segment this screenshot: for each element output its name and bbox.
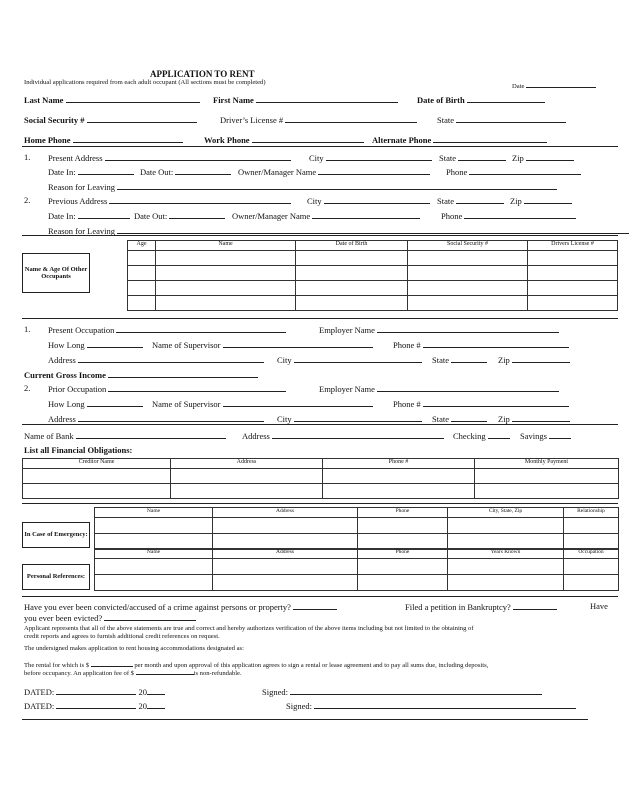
item-number: 1. — [24, 324, 31, 334]
col-address: Address — [213, 508, 358, 518]
dl-state-label: State — [437, 115, 454, 125]
convicted-label: Have you ever been convicted/accused of a crime against persons or property? — [24, 602, 291, 612]
state-label: State — [437, 196, 454, 206]
employer-state-field[interactable] — [432, 355, 487, 365]
employer-zip-label: Zip — [498, 355, 510, 365]
date-out-label: Date Out: — [140, 167, 174, 177]
savings-field[interactable] — [520, 431, 571, 441]
have-label: Have — [590, 601, 608, 611]
employer-address-field[interactable] — [48, 355, 264, 365]
legal-paragraph-1: Applicant represents that all of the above statements are true and correct and hereby authorizes verification of the above items including but not limited to the obtaining of — [24, 625, 474, 632]
dated-label: DATED: — [24, 701, 55, 711]
present-occupation-label: Present Occupation — [48, 325, 115, 335]
application-fee-field[interactable] — [24, 667, 242, 678]
dob-label: Date of Birth — [417, 95, 465, 105]
employer-zip-field[interactable] — [498, 355, 570, 365]
col-ssn: Social Security # — [408, 241, 528, 251]
ssn-label: Social Security # — [24, 115, 85, 125]
bank-address-label: Address — [242, 431, 270, 441]
zip-field[interactable] — [512, 153, 574, 163]
last-name-label: Last Name — [24, 95, 64, 105]
date-out-label: Date Out: — [134, 211, 168, 221]
employer-address-field[interactable] — [48, 414, 264, 424]
col-relationship: Relationship — [564, 508, 619, 518]
evicted-label: you ever been evicted? — [24, 613, 103, 623]
occupants-table — [127, 240, 618, 311]
supervisor-label: Name of Supervisor — [152, 399, 221, 409]
how-long-label: How Long — [48, 399, 85, 409]
obligations-title: List all Financial Obligations: — [24, 445, 133, 455]
date-in-field[interactable] — [48, 167, 134, 177]
home-phone-label: Home Phone — [24, 135, 71, 145]
rental-terms: per month and upon approval of this application agrees to sign a rental or lease agreement and to pay all sums due, including deposits, — [134, 662, 489, 669]
dob-field[interactable] — [417, 95, 545, 105]
employer-address-label: Address — [48, 414, 76, 424]
supervisor-field[interactable] — [152, 340, 373, 350]
present-occupation-field[interactable] — [48, 325, 286, 335]
fee-label: before occupancy. An application fee of $ — [24, 670, 134, 677]
col-city-state-zip: City, State, Zip — [448, 508, 564, 518]
employer-label: Employer Name — [319, 384, 375, 394]
zip-field[interactable] — [510, 196, 572, 206]
present-address-label: Present Address — [48, 153, 103, 163]
zip-label: Zip — [510, 196, 522, 206]
table-row[interactable] — [128, 266, 618, 281]
occupants-box-label: Name & Age Of Other Occupants — [22, 253, 90, 293]
state-label: State — [439, 153, 456, 163]
rental-label: The rental for which is $ — [24, 662, 90, 669]
employer-address-label: Address — [48, 355, 76, 365]
table-header-row — [128, 241, 618, 251]
bank-name-label: Name of Bank — [24, 431, 74, 441]
supervisor-label: Name of Supervisor — [152, 340, 221, 350]
table-header-row — [23, 459, 619, 469]
divider — [22, 424, 618, 425]
employer-city-field[interactable] — [277, 355, 422, 365]
col-phone: Phone # — [323, 459, 475, 469]
convicted-field[interactable] — [24, 602, 337, 612]
references-table — [94, 548, 619, 591]
table-row[interactable] — [95, 518, 619, 534]
bankruptcy-field[interactable] — [405, 602, 557, 612]
state-field[interactable] — [437, 196, 504, 206]
employer-phone-label: Phone # — [393, 340, 421, 350]
how-long-label: How Long — [48, 340, 85, 350]
dated-field[interactable] — [24, 701, 165, 711]
signed-label: Signed: — [286, 701, 312, 711]
evicted-field[interactable] — [24, 613, 196, 623]
dated-field[interactable] — [24, 687, 165, 697]
col-address: Address — [213, 549, 358, 559]
employer-state-label: State — [432, 414, 449, 424]
date-label: Date — [512, 83, 525, 90]
home-phone-field[interactable] — [24, 135, 183, 145]
bank-address-field[interactable] — [242, 431, 444, 441]
signed-field[interactable] — [262, 687, 542, 697]
reason-label: Reason for Leaving — [48, 226, 116, 236]
savings-label: Savings — [520, 431, 547, 441]
divider — [22, 503, 618, 504]
state-field[interactable] — [439, 153, 506, 163]
owner-phone-field[interactable] — [446, 167, 581, 177]
table-row[interactable] — [23, 484, 619, 499]
owner-field[interactable] — [232, 211, 420, 221]
table-row[interactable] — [128, 281, 618, 296]
dl-label: Driver’s License # — [220, 115, 284, 125]
col-occupation: Occupation — [564, 549, 619, 559]
owner-field[interactable] — [238, 167, 430, 177]
employer-phone-field[interactable] — [393, 399, 569, 409]
bankruptcy-label: Filed a petition in Bankruptcy? — [405, 602, 511, 612]
form-subtitle: Individual applications required from each adult occupant (All sections must be completed) — [24, 79, 266, 86]
previous-address-field[interactable] — [48, 196, 291, 206]
employer-field[interactable] — [319, 325, 559, 335]
col-dob: Date of Birth — [296, 241, 408, 251]
date-field[interactable] — [512, 80, 596, 91]
owner-label: Owner/Manager Name — [232, 211, 311, 221]
city-field[interactable] — [307, 196, 430, 206]
table-row[interactable] — [128, 296, 618, 311]
work-phone-label: Work Phone — [204, 135, 250, 145]
divider — [22, 146, 618, 147]
alt-phone-label: Alternate Phone — [372, 135, 432, 145]
col-age: Age — [128, 241, 156, 251]
date-in-field[interactable] — [48, 211, 130, 221]
col-dl: Drivers License # — [528, 241, 618, 251]
col-name: Name — [156, 241, 296, 251]
alt-phone-field[interactable] — [372, 135, 547, 145]
divider — [22, 318, 618, 319]
previous-address-label: Previous Address — [48, 196, 108, 206]
how-long-field[interactable] — [48, 340, 143, 350]
bank-name-field[interactable] — [24, 431, 226, 441]
city-field[interactable] — [309, 153, 432, 163]
employer-city-field[interactable] — [277, 414, 422, 424]
date-in-label: Date In: — [48, 167, 76, 177]
present-address-field[interactable] — [48, 153, 291, 163]
legal-paragraph-1b: credit reports and agrees to furnish additional credit references on request. — [24, 633, 220, 640]
table-row[interactable] — [95, 575, 619, 591]
table-header-row — [95, 508, 619, 518]
table-row[interactable] — [128, 251, 618, 266]
checking-field[interactable] — [453, 431, 510, 441]
col-years-known: Years Known — [448, 549, 564, 559]
item-number: 2. — [24, 383, 31, 393]
references-box-label: Personal References: — [22, 564, 90, 590]
year-label: 20 — [138, 701, 147, 711]
supervisor-field[interactable] — [152, 399, 373, 409]
item-number: 1. — [24, 152, 31, 162]
dl-state-field[interactable] — [437, 115, 566, 125]
divider — [22, 235, 618, 236]
item-number: 2. — [24, 195, 31, 205]
obligations-table — [22, 458, 619, 499]
col-address: Address — [171, 459, 323, 469]
signed-field[interactable] — [286, 701, 576, 711]
employer-zip-label: Zip — [498, 414, 510, 424]
reason-field[interactable] — [48, 182, 557, 192]
col-name: Name — [95, 549, 213, 559]
dl-field[interactable] — [220, 115, 417, 125]
employer-city-label: City — [277, 414, 292, 424]
col-payment: Monthly Payment — [475, 459, 619, 469]
col-creditor: Creditor Name — [23, 459, 171, 469]
fee-terms: is non-refundable. — [193, 670, 242, 677]
employer-state-label: State — [432, 355, 449, 365]
city-label: City — [307, 196, 322, 206]
reason-label: Reason for Leaving — [48, 182, 116, 192]
employer-label: Employer Name — [319, 325, 375, 335]
prior-occupation-label: Prior Occupation — [48, 384, 107, 394]
income-label: Current Gross Income — [24, 370, 106, 380]
employer-phone-label: Phone # — [393, 399, 421, 409]
city-label: City — [309, 153, 324, 163]
col-phone: Phone — [358, 549, 448, 559]
date-in-label: Date In: — [48, 211, 76, 221]
employer-field[interactable] — [319, 384, 559, 394]
table-row[interactable] — [23, 469, 619, 484]
year-label: 20 — [138, 687, 147, 697]
income-field[interactable] — [24, 370, 258, 380]
owner-phone-label: Phone — [441, 211, 463, 221]
date-out-field[interactable] — [134, 211, 225, 221]
owner-phone-label: Phone — [446, 167, 468, 177]
checking-label: Checking — [453, 431, 486, 441]
how-long-field[interactable] — [48, 399, 143, 409]
signed-label: Signed: — [262, 687, 288, 697]
date-out-field[interactable] — [140, 167, 231, 177]
first-name-label: First Name — [213, 95, 254, 105]
emergency-table — [94, 507, 619, 550]
employer-city-label: City — [277, 355, 292, 365]
col-name: Name — [95, 508, 213, 518]
divider — [22, 596, 618, 597]
form-title: APPLICATION TO RENT — [150, 69, 255, 79]
owner-phone-field[interactable] — [441, 211, 576, 221]
emergency-box-label: In Case of Emergency: — [22, 522, 90, 548]
owner-label: Owner/Manager Name — [238, 167, 317, 177]
table-header-row — [95, 549, 619, 559]
employer-zip-field[interactable] — [498, 414, 570, 424]
ssn-field[interactable] — [24, 115, 197, 125]
last-name-field[interactable] — [24, 95, 200, 105]
first-name-field[interactable] — [213, 95, 398, 105]
col-phone: Phone — [358, 508, 448, 518]
table-row[interactable] — [95, 559, 619, 575]
divider — [22, 719, 588, 720]
legal-paragraph-2: The undersigned makes application to rent housing accommodations designated as: — [24, 645, 244, 652]
work-phone-field[interactable] — [204, 135, 364, 145]
dated-label: DATED: — [24, 687, 55, 697]
employer-state-field[interactable] — [432, 414, 487, 424]
prior-occupation-field[interactable] — [48, 384, 286, 394]
zip-label: Zip — [512, 153, 524, 163]
employer-phone-field[interactable] — [393, 340, 569, 350]
